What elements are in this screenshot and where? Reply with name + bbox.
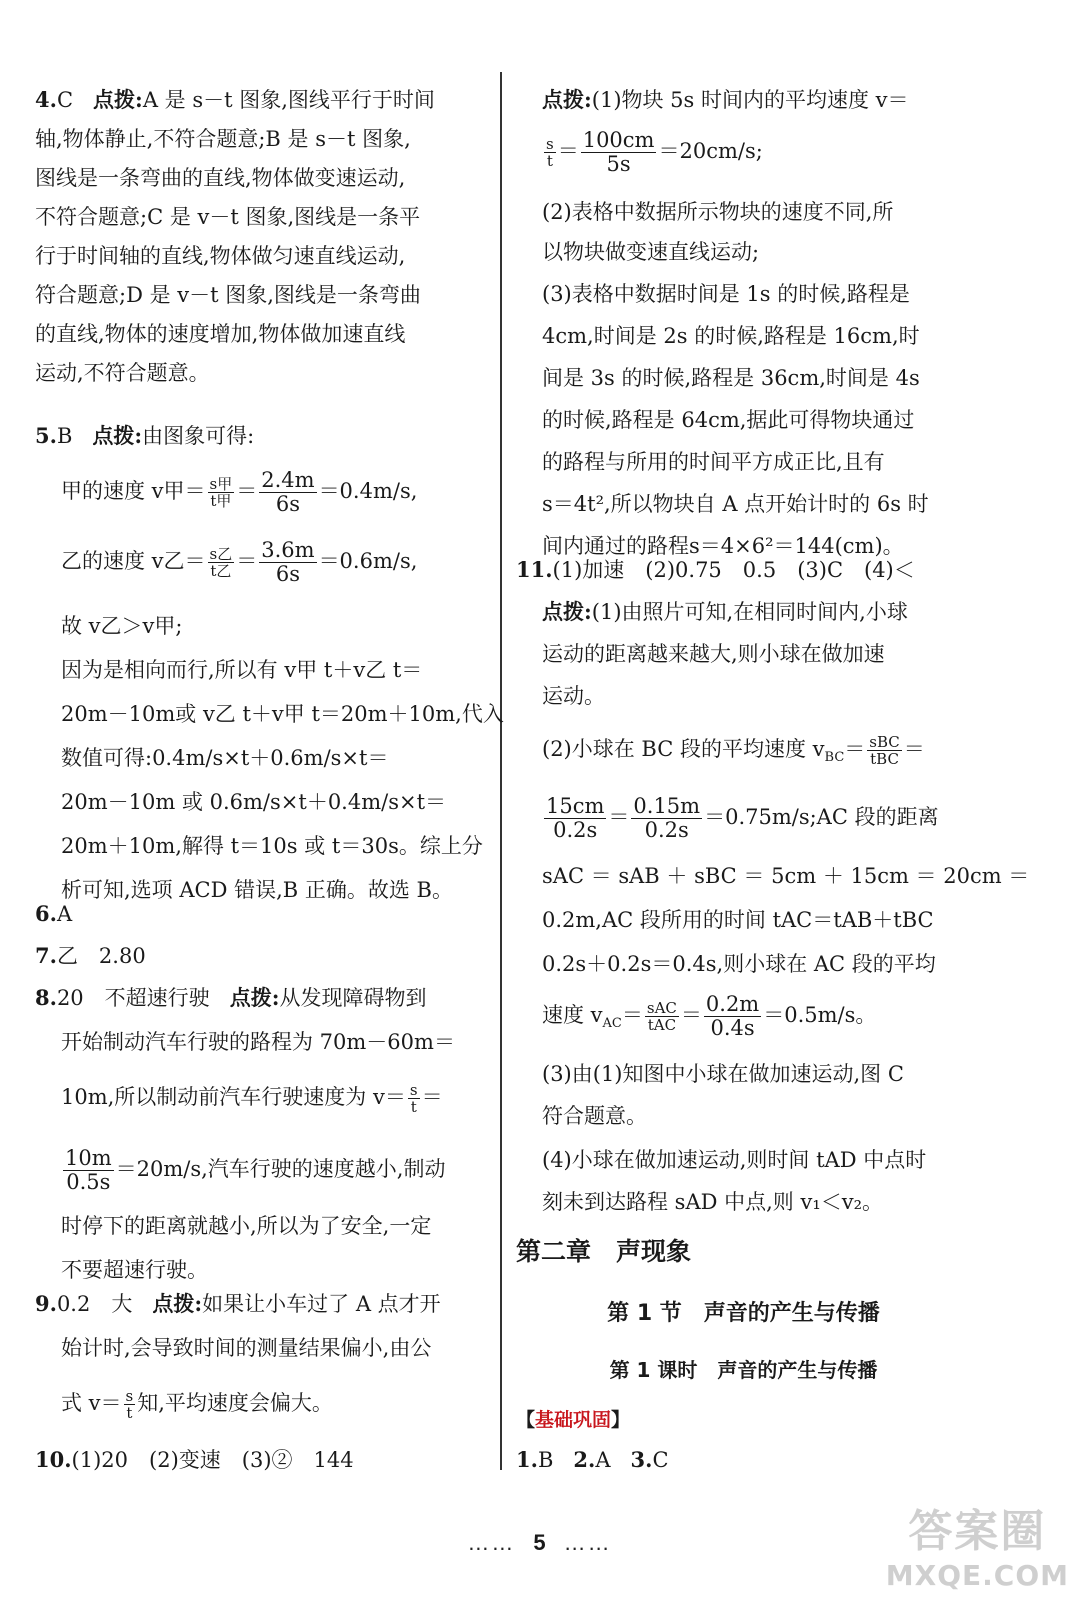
- hint-text: 的路程与所用的时间平方成正比,且有: [542, 450, 885, 474]
- hint-text: 因为是相向而行,所以有 v甲 t＋v乙 t＝: [61, 658, 423, 682]
- item-number: 9.: [35, 1291, 57, 1316]
- hint-text: 故 v乙＞v甲;: [61, 614, 183, 638]
- hint-text: 数值可得:0.4m/s×t＋0.6m/s×t＝: [61, 746, 389, 770]
- item-number: 7.: [35, 943, 57, 968]
- section-heading: [516, 1298, 971, 1330]
- hint-text: 0.2m,AC 段所用的时间 tAC＝tAB＋tBC: [542, 908, 934, 932]
- hint-text: 间是 3s 的时候,路程是 36cm,时间是 4s: [542, 366, 920, 390]
- item-answer: A: [56, 902, 73, 926]
- formula-line: (2)小球在 BC 段的平均速度 $v_{BC}=$ $\frac{\text{sBC}}{\text{tBC}}$ ＝: [542, 732, 925, 768]
- item-number: 5.: [35, 423, 57, 448]
- item-answer: C: [56, 88, 74, 112]
- hint-text: 刻未到达路程 sAD 中点,则 v₁＜v₂。: [542, 1190, 884, 1214]
- fraction: $\frac{0.2m}{0.4s}$: [705, 991, 760, 1040]
- hint-text: 20m－10m 或 0.6m/s×t＋0.4m/s×t＝: [61, 790, 447, 814]
- fraction: $\frac{s}{t}$: [409, 1080, 418, 1116]
- hint-text: sAC ＝ sAB ＋ sBC ＝ 5cm ＋ 15cm ＝ 20cm ＝: [542, 864, 1030, 888]
- hint-text: 以物块做变速直线运动;: [542, 240, 760, 264]
- item-number: 4.: [35, 87, 57, 112]
- item-answer: 20 不超速行驶: [56, 986, 210, 1010]
- tag-label: 基础巩固: [535, 1409, 612, 1431]
- hint-text: 始计时,会导致时间的测量结果偏小,由公: [61, 1336, 432, 1360]
- chapter-title: 第二章 声现象: [516, 1237, 692, 1266]
- hint-text: 如果让小车过了 A 点才开: [202, 1292, 441, 1316]
- hint-text: 的时候,路程是 64cm,据此可得物块通过: [542, 408, 915, 432]
- page-number: 5: [533, 1530, 546, 1555]
- formula-line: $\frac{s}{t}$ ＝ $\frac{100cm}{5s}$ ＝20cm/s;: [546, 127, 763, 176]
- hint-text: 运动,不符合题意。: [35, 361, 210, 385]
- hint-text: 的直线,物体的速度增加,物体做加速直线: [35, 322, 406, 346]
- lesson-heading: [516, 1354, 971, 1386]
- fraction: $\frac{0.15m}{0.2s}$: [633, 793, 701, 842]
- formula-line: 乙的速度 v乙＝ $\frac{\text{s乙}}{\text{t乙}}$ ＝ $\frac{3.6m}{6s}$ ＝0.6m/s,: [61, 537, 418, 586]
- formula-line: $\frac{15cm}{0.2s}$ ＝ $\frac{0.15m}{0.2s}$ ＝0.75m/s;AC 段的距离: [546, 793, 939, 842]
- hint-text: 20m＋10m,解得 t＝10s 或 t＝30s。综上分: [61, 834, 483, 858]
- hint-label: 点拨:: [542, 87, 592, 112]
- hint-text: 由图象可得:: [142, 424, 255, 448]
- fraction: $\frac{\text{sBC}}{\text{tBC}}$: [869, 732, 900, 768]
- hint-label: 点拨:: [93, 87, 143, 112]
- hint-text: (1)由照片可知,在相同时间内,小球: [591, 600, 908, 624]
- hint-text: (1)物块 5s 时间内的平均速度 v＝: [591, 88, 909, 112]
- hint-text: 0.2s＋0.2s＝0.4s,则小球在 AC 段的平均: [542, 952, 936, 976]
- formula-line: 式 v＝ $\frac{s}{t}$ 知,平均速度会偏大。: [61, 1386, 333, 1422]
- item-answer: 乙 2.80: [56, 944, 146, 968]
- hint-text: 间内通过的路程s＝4×6²＝144(cm)。: [542, 534, 904, 558]
- hint-label: 点拨:: [92, 423, 143, 448]
- item-number: 6.: [35, 901, 57, 926]
- lesson-title: 第 1 课时 声音的产生与传播: [609, 1358, 878, 1382]
- fraction: $\frac{\text{sAC}}{\text{tAC}}$: [646, 998, 677, 1034]
- hint-label: 点拨:: [229, 985, 280, 1010]
- hint-text: 4cm,时间是 2s 的时候,路程是 16cm,时: [542, 324, 920, 348]
- formula-line: 10m,所以制动前汽车行驶速度为 v＝ $\frac{s}{t}$ ＝: [61, 1080, 443, 1116]
- hint-text: 时停下的距离就越小,所以为了安全,一定: [61, 1214, 432, 1238]
- hint-text: 行于时间轴的直线,物体做匀速直线运动,: [35, 244, 406, 268]
- hint-text: 运动。: [542, 684, 605, 708]
- item-answer: (1)加速 (2)0.75 0.5 (3)C (4)＜: [552, 558, 915, 582]
- hint-text: 不符合题意;C 是 v－t 图象,图线是一条平: [35, 205, 421, 229]
- hint-label: 点拨:: [542, 599, 592, 624]
- item-answer: A: [595, 1448, 611, 1472]
- fraction: $\frac{100cm}{5s}$: [582, 127, 655, 176]
- hint-text: 符合题意;D 是 v－t 图象,图线是一条弯曲: [35, 283, 421, 307]
- hint-text: 从发现障碍物到: [279, 986, 427, 1010]
- hint-text: (4)小球在做加速运动,则时间 tAD 中点时: [542, 1148, 927, 1172]
- item-answer: 0.2 大: [56, 1292, 133, 1316]
- item-answer: C: [652, 1448, 669, 1472]
- hint-text: s＝4t²,所以物块自 A 点开始计时的 6s 时: [542, 492, 929, 516]
- hint-text: 析可知,选项 ACD 错误,B 正确。故选 B。: [61, 878, 453, 902]
- fraction: $\frac{15cm}{0.2s}$: [546, 793, 605, 842]
- hint-label: 点拨:: [152, 1291, 203, 1316]
- item-answer: (1)20 (2)变速 (3)② 144: [71, 1448, 354, 1472]
- fraction: $\frac{\text{s甲}}{\text{t甲}}$: [209, 474, 233, 510]
- fraction: $\frac{2.4m}{6s}$: [261, 467, 315, 516]
- watermark-text: 答案圈: [908, 1506, 1047, 1557]
- item-number: 11.: [516, 557, 553, 582]
- hint-text: 开始制动汽车行驶的路程为 70m－60m＝: [61, 1030, 455, 1054]
- formula-line: 速度 $v_{AC}=$ $\frac{\text{sAC}}{\text{tAC}}$ ＝ $\frac{0.2m}{0.4s}$ ＝0.5m/s。: [542, 991, 877, 1040]
- formula-line: 甲的速度 v甲＝ $\frac{\text{s甲}}{\text{t甲}}$ ＝ $\frac{2.4m}{6s}$ ＝0.4m/s,: [61, 467, 418, 516]
- item-answer: B: [537, 1448, 554, 1472]
- formula-line: $\frac{10m}{0.5s}$ ＝20m/s,汽车行驶的速度越小,制动: [65, 1145, 446, 1194]
- footer-dots-right: ……: [563, 1530, 612, 1555]
- hint-text: A 是 s－t 图象,图线平行于时间: [142, 88, 435, 112]
- hint-text: 运动的距离越来越大,则小球在做加速: [542, 642, 885, 666]
- section-title: 第 1 节 声音的产生与传播: [607, 1301, 880, 1326]
- hint-text: 轴,物体静止,不符合题意;B 是 s－t 图象,: [35, 127, 411, 151]
- fraction: $\frac{s}{t}$: [546, 134, 554, 170]
- item-number: 10.: [35, 1447, 72, 1472]
- item-answer: B: [56, 424, 73, 448]
- watermark-logo: [886, 1495, 1069, 1592]
- hint-text: (3)表格中数据时间是 1s 的时候,路程是: [542, 282, 910, 306]
- hint-text: (3)由(1)知图中小球在做加速运动,图 C: [542, 1062, 904, 1086]
- column-divider: [500, 72, 502, 1470]
- hint-text: 20m－10m或 v乙 t＋v甲 t＝20m＋10m,代入: [61, 702, 504, 726]
- fraction: $\frac{\text{s乙}}{\text{t乙}}$: [209, 544, 233, 580]
- hint-text: 不要超速行驶。: [61, 1258, 208, 1282]
- watermark-url: MXQE.COM: [885, 1559, 1069, 1592]
- hint-text: 符合题意。: [542, 1104, 647, 1128]
- fraction: $\frac{3.6m}{6s}$: [261, 537, 315, 586]
- fraction: $\frac{s}{t}$: [125, 1386, 134, 1422]
- hint-text: (2)表格中数据所示物块的速度不同,所: [542, 200, 894, 224]
- footer-dots-left: ……: [467, 1530, 516, 1555]
- fraction: $\frac{10m}{0.5s}$: [65, 1145, 112, 1194]
- item-number: 8.: [35, 985, 57, 1010]
- hint-text: 图线是一条弯曲的直线,物体做变速运动,: [35, 166, 406, 190]
